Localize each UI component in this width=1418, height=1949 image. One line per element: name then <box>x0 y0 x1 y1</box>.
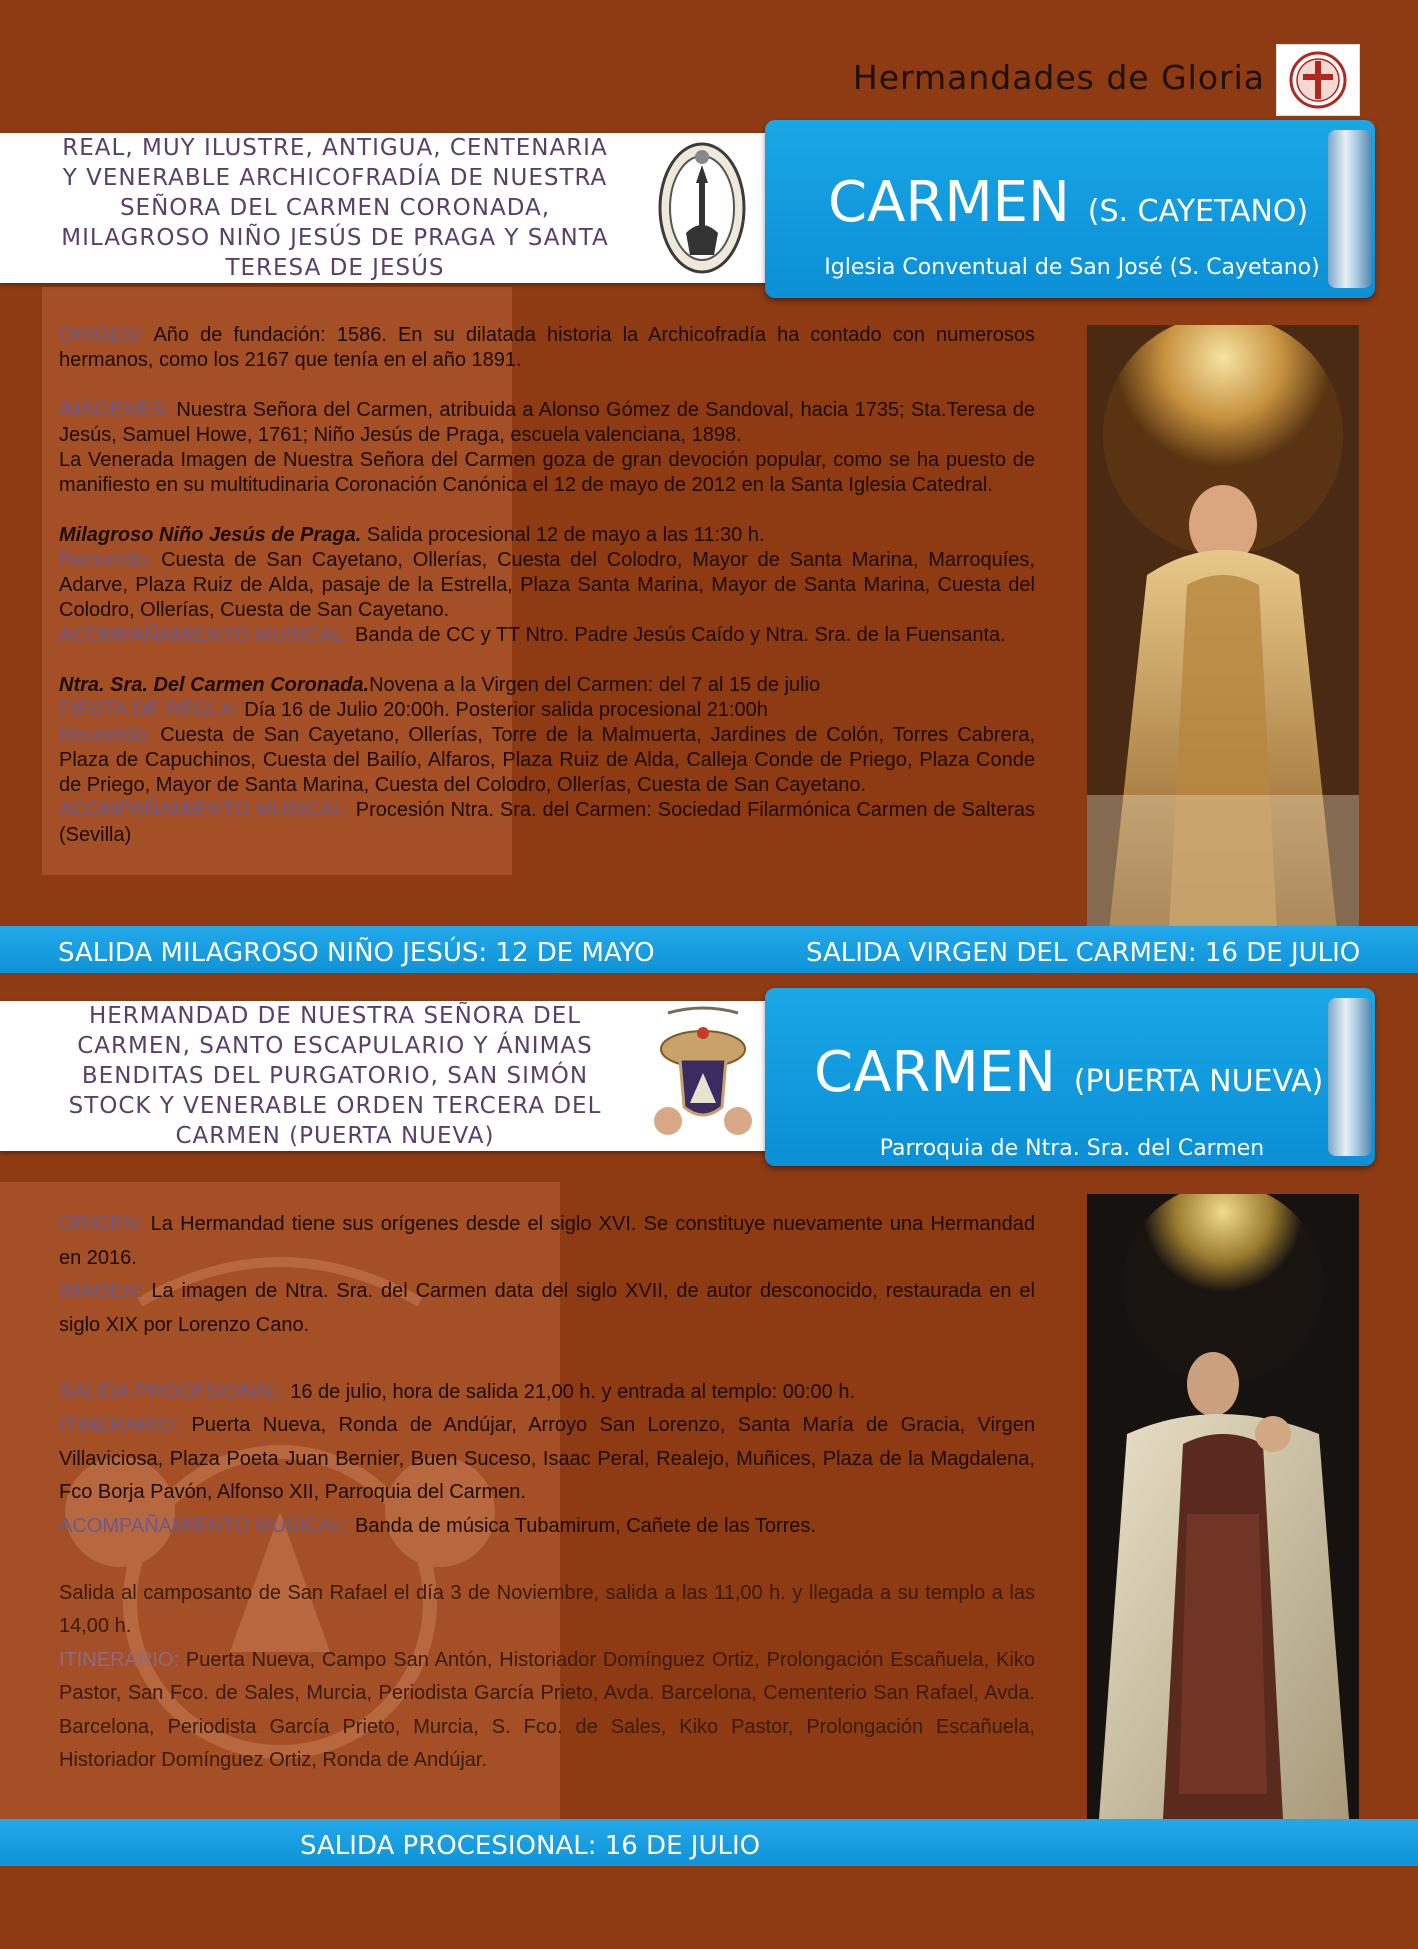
virgin-carmen-photo-2 <box>1087 1194 1359 1819</box>
brotherhood-banner-2 <box>0 1001 790 1151</box>
title-main-1: CARMEN <box>828 170 1070 235</box>
fiesta-label: FIESTA DE REGLA: <box>59 699 239 721</box>
title-sub-1: (S. CAYETANO) <box>1087 194 1309 229</box>
scroll-roll-2 <box>1328 998 1372 1156</box>
section-body-2 <box>59 1208 1035 1778</box>
brotherhood-name-1: REAL, MUY ILUSTRE, ANTIGUA, CENTENARIA Y VENERABLE ARCHICOFRADÍA DE NUESTRA SEÑORA DEL CARMEN CORONADA, MILAGROSO NIÑO JESÚS DE PRAGA Y SANTA TERESA DE JESÚS <box>61 135 609 281</box>
imagen-text-2: La imagen de Ntra. Sra. del Carmen data del siglo XVII, de autor desconocido, restaurada en el siglo XIX por Lorenzo Cano. <box>59 1280 1035 1336</box>
brotherhood-banner-1 <box>0 133 790 283</box>
strip-salida-date: SALIDA PROCESIONAL: 16 DE JULIO <box>300 1831 761 1861</box>
fiesta-text: Día 16 de Julio 20:00h. Posterior salida procesional 21:00h <box>244 699 768 721</box>
acomp-label-1: ACOMPAÑAMIENTO MUSICAL: <box>59 624 350 646</box>
acomp-text-1: Banda de CC y TT Ntro. Padre Jesús Caído y Ntra. Sra. de la Fuensanta. <box>354 624 1006 646</box>
recorrido-text-2: Cuesta de San Cayetano, Ollerías, Torre de la Malmuerta, Jardines de Colón, Torres Cabrera, Plaza de Capuchinos, Cuesta del Bailío, Alfaros, Plaza Ruiz de Alda, Calleja Conde de Priego, Plaza Conde de Priego, Mayor de Santa Marina, Cuesta del Colodro, Ollerías, Cuesta de San Cayetano. <box>59 724 1036 796</box>
origen-label-2: ORIGEN: <box>59 1213 144 1235</box>
itinerario-text-1: Puerta Nueva, Ronda de Andújar, Arroyo San Lorenzo, Santa María de Gracia, Virgen Villaviciosa, Plaza Poeta Juan Bernier, Buen Suceso, Isaac Peral, Realejo, Muñices, Plaza de la Magdalena, Fco Borja Pavón, Alfonso XII, Parroquia del Carmen. <box>59 1414 1035 1503</box>
acomp-label-3: ACOMPAÑAMIENTO MUSICAL: <box>59 1514 350 1537</box>
strip-virgen-date: SALIDA VIRGEN DEL CARMEN: 16 DE JULIO <box>806 938 1361 968</box>
title-main-2: CARMEN <box>814 1040 1056 1105</box>
section-body-1 <box>59 323 1035 848</box>
salida-label-2: SALIDA PROCESIONAL: <box>59 1380 285 1403</box>
imagenes-text-1: Nuestra Señora del Carmen, atribuida a Alonso Gómez de Sandoval, hacia 1735; Sta.Teresa de Jesús, Samuel Howe, 1761; Niño Jesús de Praga, escuela valenciana, 1898. <box>59 399 1035 446</box>
virgin-carmen-photo-1 <box>1087 325 1359 930</box>
salida-text-2: 16 de julio, hora de salida 21,00 h. y entrada al templo: 00:00 h. <box>290 1380 856 1403</box>
acomp-label-2: ACOMPAÑAMIENTO MUSICAL: <box>59 799 350 821</box>
carmen-title: Ntra. Sra. Del Carmen Coronada. <box>59 674 370 696</box>
itinerario-label-2: ITINERARIO: <box>59 1648 180 1671</box>
origen-text-2: La Hermandad tiene sus orígenes desde el siglo XVI. Se constituye nuevamente una Hermandad en 2016. <box>59 1213 1035 1269</box>
recorrido-text-1: Cuesta de San Cayetano, Ollerías, Cuesta del Colodro, Mayor de Santa Marina, Marroquíes, Adarve, Plaza Ruiz de Alda, pasaje de la Estrella, Plaza Santa Marina, Mayor de Santa Marina, Cuesta del Colodro, Ollerías, Cuesta de San Cayetano. <box>59 549 1035 621</box>
section-title-2 <box>814 1040 1323 1105</box>
origen-text-1: Año de fundación: 1586. En su dilatada historia la Archicofradía ha contado con numerosos hermanos, como los 2167 que tenía en el año 1891. <box>59 324 1035 371</box>
camposanto-text: Salida al camposanto de San Rafael el día 3 de Noviembre, salida a las 11,00 h. y llegada a su templo a las 14,00 h. <box>59 1581 1035 1637</box>
section-title-1 <box>828 170 1308 235</box>
itinerario-text-2: Puerta Nueva, Campo San Antón, Historiador Domínguez Ortiz, Prolongación Escañuela, Kiko Pastor, San Fco. de Sales, Murcia, Periodista García Prieto, Avda. Barcelona, Cementerio San Rafael, Avda. Barcelona, Periodista García Prieto, Murcia, S. Fco. de Sales, Kiko Pastor, Prolongación Escañuela, Historiador Domínguez Ortiz, Ronda de Andújar. <box>59 1648 1035 1771</box>
strip-nino-date: SALIDA MILAGROSO NIÑO JESÚS: 12 DE MAYO <box>58 938 655 968</box>
church-name-1: Iglesia Conventual de San José (S. Cayetano) <box>824 255 1320 280</box>
recorrido-label-1: Recorrido: <box>59 549 152 571</box>
acomp-text-3: Banda de música Tubamirum, Cañete de las Torres. <box>354 1514 816 1537</box>
title-sub-2: (PUERTA NUEVA) <box>1073 1064 1324 1099</box>
carmen-text: Novena a la Virgen del Carmen: del 7 al 15 de julio <box>369 674 821 696</box>
origen-label-1: ORIGEN: <box>59 324 144 346</box>
brotherhood-name-2: HERMANDAD DE NUESTRA SEÑORA DEL CARMEN, SANTO ESCAPULARIO Y ÁNIMAS BENDITAS DEL PURGATORIO, SAN SIMÓN STOCK Y VENERABLE ORDEN TERCERA DEL CARMEN (PUERTA NUEVA) <box>68 1003 602 1149</box>
veneracion-text-1: La Venerada Imagen de Nuestra Señora del Carmen goza de gran devoción popular, como se ha puesto de manifiesto en su multitudinaria Coronación Canónica el 12 de mayo de 2012 en la Santa Iglesia Catedral. <box>59 449 1035 496</box>
itinerario-label-1: ITINERARIO: <box>59 1414 180 1436</box>
recorrido-label-2: Recorrido: <box>59 724 152 746</box>
scapular-shield-icon <box>648 1003 758 1149</box>
header-title: Hermandades de Gloria <box>852 58 1265 97</box>
nino-text: Salida procesional 12 de mayo a las 11:30 h. <box>361 524 765 546</box>
acomp-text-2: Procesión Ntra. Sra. del Carmen: Sociedad Filarmónica Carmen de Salteras (Sevilla) <box>59 799 1035 846</box>
archconfraternity-shield-icon <box>652 137 752 279</box>
imagenes-label-1: IMÁGENES: <box>59 399 171 421</box>
church-name-2: Parroquia de Ntra. Sra. del Carmen <box>879 1136 1265 1161</box>
nino-title: Milagroso Niño Jesús de Praga. <box>59 524 362 546</box>
cross-seal-icon <box>1276 44 1360 116</box>
imagen-label-2: IMAGEN: <box>59 1280 144 1302</box>
